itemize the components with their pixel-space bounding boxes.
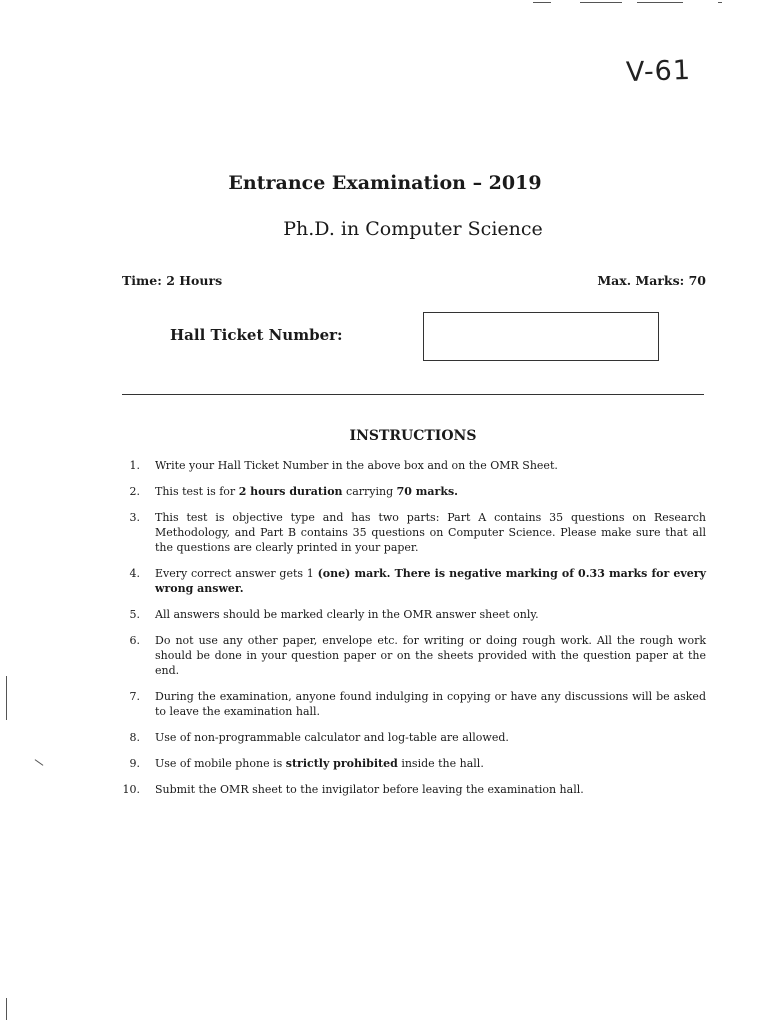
- scan-mark: [35, 759, 44, 766]
- instructions-list: [122, 458, 706, 808]
- max-marks: Max. Marks: 70: [597, 273, 706, 288]
- instruction-item: [122, 566, 706, 596]
- instruction-item: [122, 689, 706, 719]
- instruction-text: [155, 756, 706, 771]
- handwritten-code: V-61: [625, 54, 692, 89]
- instruction-text: [155, 782, 706, 797]
- instruction-item: [122, 607, 706, 622]
- instruction-number: 10.: [122, 783, 140, 796]
- instruction-text-part: Use of non-programmable calculator and log-table are allowed.: [155, 731, 509, 744]
- instruction-text-part: Submit the OMR sheet to the invigilator before leaving the examination hall.: [155, 783, 584, 796]
- instruction-text: [155, 689, 706, 719]
- instruction-text-part: Write your Hall Ticket Number in the above box and on the OMR Sheet.: [155, 459, 558, 472]
- instruction-text-part: Do not use any other paper, envelope etc. for writing or doing rough work. All the rough work should be done in your question paper or on the sheets provided with the question paper at the end.: [155, 634, 706, 677]
- scan-mark: [637, 2, 683, 3]
- instruction-item: [122, 782, 706, 797]
- instruction-item: [122, 510, 706, 555]
- instruction-text-bold: strictly prohibited: [285, 757, 398, 770]
- instruction-text-part: This test is for: [155, 485, 239, 498]
- exam-title: Entrance Examination – 2019: [228, 172, 542, 194]
- instructions-heading: INSTRUCTIONS: [349, 428, 477, 444]
- scan-mark: [718, 2, 722, 3]
- instruction-text-bold: 70 marks.: [396, 485, 458, 498]
- instruction-text: [155, 607, 706, 622]
- instruction-item: [122, 756, 706, 771]
- instruction-item: [122, 633, 706, 678]
- instruction-text: [155, 730, 706, 745]
- instruction-text-part: All answers should be marked clearly in the OMR answer sheet only.: [155, 608, 539, 621]
- instruction-text-part: carrying: [342, 485, 397, 498]
- instruction-number: 9.: [129, 757, 140, 770]
- instruction-text-part: Every correct answer gets 1: [155, 567, 318, 580]
- instruction-text: [155, 510, 706, 555]
- hall-ticket-box[interactable]: [423, 312, 659, 361]
- scan-mark: [580, 2, 622, 3]
- instruction-item: [122, 484, 706, 499]
- section-divider: [122, 394, 704, 395]
- scan-mark: [6, 676, 7, 720]
- instruction-text: [155, 458, 706, 473]
- instruction-text: [155, 633, 706, 678]
- hall-ticket-label: Hall Ticket Number:: [170, 326, 343, 344]
- instruction-item: [122, 730, 706, 745]
- instruction-number: 8.: [129, 731, 140, 744]
- instruction-text: [155, 484, 706, 499]
- instruction-text-part: This test is objective type and has two parts: Part A contains 35 questions on Research Methodology, and Part B contains 35 questions on Computer Science. Please make sure that all the questions are clearly printed in your paper.: [155, 511, 706, 554]
- instruction-text-part: During the examination, anyone found indulging in copying or have any discussions will be asked to leave the examination hall.: [155, 690, 706, 718]
- instruction-number: 2.: [129, 485, 140, 498]
- instruction-number: 3.: [129, 511, 140, 524]
- instruction-number: 4.: [129, 567, 140, 580]
- exam-subtitle: Ph.D. in Computer Science: [283, 218, 543, 240]
- instruction-number: 1.: [129, 459, 140, 472]
- instruction-number: 7.: [129, 690, 140, 703]
- instruction-text-part: Use of mobile phone is: [155, 757, 286, 770]
- instruction-item: [122, 458, 706, 473]
- scan-mark: [6, 998, 7, 1020]
- exam-duration: Time: 2 Hours: [122, 273, 223, 288]
- scan-mark: [533, 2, 551, 3]
- instruction-number: 5.: [129, 608, 140, 621]
- instruction-text-bold: 2 hours duration: [238, 485, 343, 498]
- instruction-text-bold: mark. There is negative marking of 0.33 marks for every wrong answer.: [155, 567, 706, 595]
- instruction-text: [155, 566, 706, 596]
- instruction-text-part: inside the hall.: [397, 757, 484, 770]
- instruction-text-bold: (one): [317, 567, 351, 580]
- instruction-number: 6.: [129, 634, 140, 647]
